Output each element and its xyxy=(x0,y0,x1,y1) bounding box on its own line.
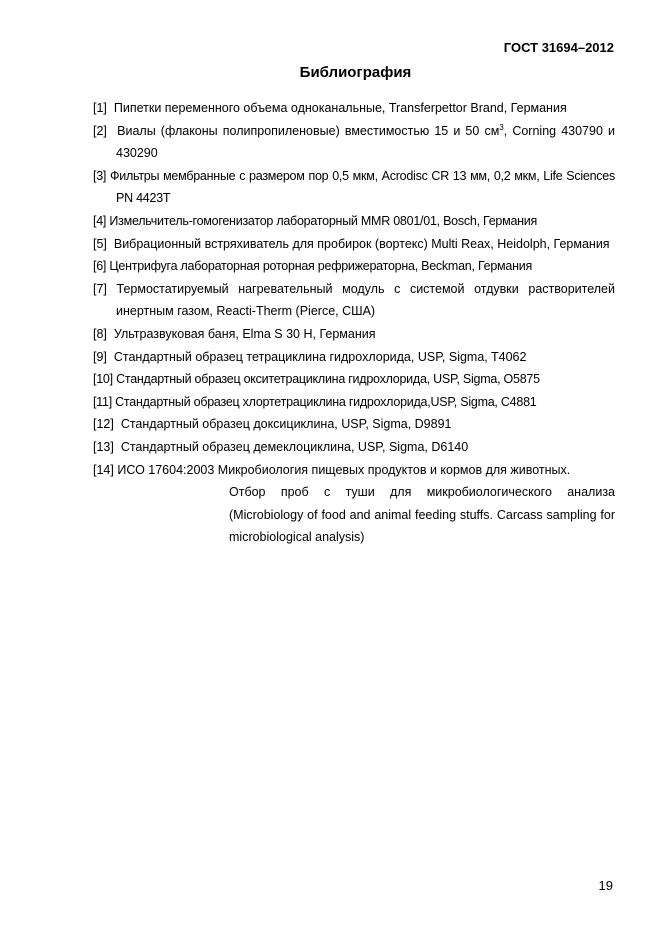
page-number: 19 xyxy=(598,878,613,893)
entry-text: Ультразвуковая баня, Elma S 30 H, Германия xyxy=(113,326,376,341)
entry-text: ИСО 17604:2003 Микробиология пищевых продуктов и кормов для животных. xyxy=(117,462,571,477)
entry-number: [11] xyxy=(93,394,112,409)
bibliography-entry-4 xyxy=(93,210,615,233)
bibliography-entry-2 xyxy=(93,120,615,165)
entry-number: [9] xyxy=(93,349,107,364)
document-header-standard: ГОСТ 31694–2012 xyxy=(503,40,614,55)
page-title: Библиография xyxy=(299,64,412,81)
entry-text: Стандартный образец хлортетрациклина гидрохлорида,USP, Sigma, C4881 xyxy=(115,394,537,409)
bibliography-entry-10 xyxy=(93,368,615,391)
entry-number: [10] xyxy=(93,372,113,387)
entry-number: [1] xyxy=(93,101,107,115)
entry-number: [3] xyxy=(93,168,107,183)
bibliography-list xyxy=(93,97,615,549)
entry-text-continued: , Corning 430790 и 430290 xyxy=(116,123,615,161)
bibliography-entry-14 xyxy=(93,459,615,549)
bibliography-entry-7 xyxy=(93,278,615,323)
entry-text: Стандартный образец окситетрациклина гидрохлорида, USP, Sigma, O5875 xyxy=(116,372,540,387)
bibliography-entry-9 xyxy=(93,346,615,369)
entry-number: [13] xyxy=(93,439,114,454)
bibliography-entry-8 xyxy=(93,323,615,346)
bibliography-entry-1 xyxy=(93,97,615,120)
bibliography-entry-6 xyxy=(93,255,615,278)
entry-text: Стандартный образец доксициклина, USP, Sigma, D9891 xyxy=(120,417,452,432)
bibliography-entry-12 xyxy=(93,413,615,436)
entry-number: [5] xyxy=(93,236,107,251)
entry-text: Вибрационный встряхиватель для пробирок (вортекс) Multi Reax, Heidolph, Германия xyxy=(113,236,610,251)
entry-number: [4] xyxy=(93,213,107,228)
entry-text: Термостатируемый нагревательный модуль с системой отдувки растворителей инертным газом, Reacti-Therm (Pierce, США) xyxy=(116,281,615,319)
entry-number: [7] xyxy=(93,281,107,296)
entry-text: Виалы (флаконы полипропиленовые) вместимостью 15 и 50 см xyxy=(117,123,500,138)
entry-number: [8] xyxy=(93,326,107,341)
entry-text: Стандартный образец тетрациклина гидрохлорида, USP, Sigma, T4062 xyxy=(113,349,527,364)
bibliography-entry-13 xyxy=(93,436,615,459)
entry-number: [2] xyxy=(93,123,107,138)
entry-text: Измельчитель-гомогенизатор лабораторный MMR 0801/01, Bosch, Германия xyxy=(109,213,538,228)
entry-text: Пипетки переменного объема одноканальные, Transferpettor Brand, Германия xyxy=(113,101,567,115)
entry-text-continued: Отбор проб с туши для микробиологического анализа (Microbiology of food and animal feeding stuffs. Carcass sampling for microbiological analysis) xyxy=(229,485,615,545)
superscript: 3 xyxy=(499,122,504,132)
entry-text: Фильтры мембранные с размером пор 0,5 мкм, Acrodisc CR 13 мм, 0,2 мкм, Life Sciences PN 4423T xyxy=(110,168,615,206)
bibliography-entry-11 xyxy=(93,391,615,414)
entry-number: [6] xyxy=(93,259,107,274)
bibliography-entry-3 xyxy=(93,165,615,210)
entry-number: [12] xyxy=(93,417,114,432)
entry-text: Центрифуга лабораторная роторная рефрижераторна, Beckman, Германия xyxy=(109,259,532,274)
entry-text: Стандартный образец демеклоциклина, USP, Sigma, D6140 xyxy=(120,439,469,454)
entry-number: [14] xyxy=(93,462,114,477)
bibliography-entry-5 xyxy=(93,233,615,256)
